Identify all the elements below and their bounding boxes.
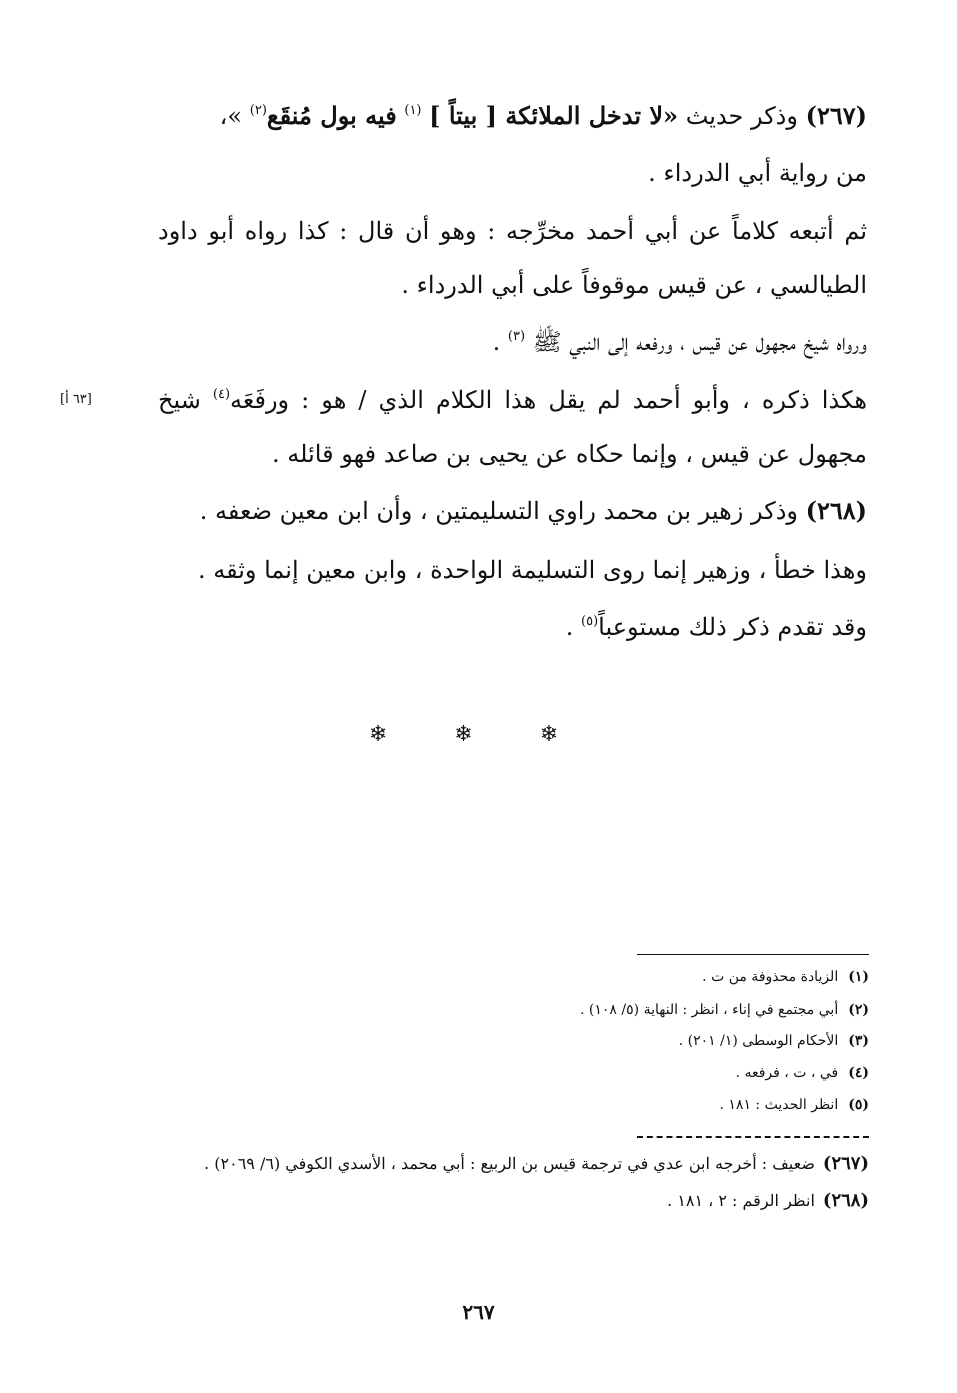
text-segment: شيخ — [158, 386, 201, 414]
reference-268 — [667, 1187, 869, 1215]
footnote-4 — [736, 1061, 869, 1085]
footnote-marker: (٣) — [507, 329, 526, 344]
reference-text: انظر الرقم : ٢ ، ١٨١ . — [667, 1191, 815, 1210]
paragraph-line-7: مجهول عن قيس ، وإنما حكاه عن يحيى بن صاعد فهو قائله . — [272, 440, 867, 468]
footnote-text: انظر الحديث : ١٨١ . — [719, 1097, 839, 1113]
footnote-1 — [702, 965, 869, 989]
text-segment: وذكر زهير بن محمد راوي التسليمتين ، وأن ابن معين ضعفه . — [199, 497, 798, 525]
reference-divider — [637, 1136, 869, 1138]
footnote-divider — [637, 954, 869, 955]
paragraph-line-10 — [566, 607, 867, 647]
reference-number: (٢٦٧) — [822, 1153, 869, 1174]
footnote-3 — [679, 1029, 869, 1053]
paragraph-line-3: ثم أتبعه كلاماً عن أبي أحمد مخرِّجه : وهو أن قال : كذا رواه أبو داود — [158, 217, 867, 245]
footnote-number: (٥) — [848, 1097, 869, 1113]
footnote-text: أبي مجتمع في إناء ، انظر : النهاية (٥/ ١٠٨) . — [580, 1002, 839, 1018]
manuscript-folio-marker: [٦٣ أ] — [60, 392, 92, 407]
footnote-number: (٢) — [848, 1002, 869, 1018]
footnote-5 — [720, 1093, 870, 1117]
paragraph-line-5 — [493, 322, 867, 362]
section-separator: ❄ ❄ ❄ — [368, 722, 589, 747]
footnote-text: الزيادة محذوفة من ت . — [702, 969, 839, 985]
hadith-quote: «لا تدخل الملائكة [ بيتاً ] — [429, 101, 679, 130]
text-segment: . — [565, 613, 574, 641]
footnote-marker: (٢) — [249, 103, 267, 118]
paragraph-line-8 — [200, 491, 867, 531]
paragraph-line-9: وهذا خطأ ، وزهير إنما روى التسليمة الواحدة ، وابن معين إنما وثقه . — [197, 556, 867, 584]
footnote-marker: (٥) — [581, 614, 599, 629]
hadith-number: (٢٦٧) — [805, 101, 867, 130]
text-segment: هكذا ذكره ، وأبو أحمد لم يقل هذا الكلام الذي / هو : ورفَعَه — [230, 386, 867, 414]
reference-text: ضعيف : أخرجه ابن عدي في ترجمة قيس بن الربيع : أبي محمد ، الأسدي الكوفي (٦/ ٢٠٦٩) . — [204, 1154, 815, 1173]
footnote-text: الأحكام الوسطى (١/ ٢٠١) . — [678, 1033, 839, 1049]
page-number: ٢٦٧ — [462, 1300, 495, 1324]
paragraph-line-2: من رواية أبي الدرداء . — [648, 159, 867, 187]
paragraph-line-1 — [220, 96, 867, 136]
reference-number: (٢٦٨) — [822, 1190, 869, 1211]
reference-267 — [204, 1150, 869, 1178]
paragraph-line-4: الطيالسي ، عن قيس موقوفاً على أبي الدرداء . — [401, 271, 867, 299]
footnote-marker: (١) — [404, 103, 422, 118]
text-segment: وذكر حديث — [685, 102, 798, 130]
footnote-number: (٣) — [848, 1033, 869, 1049]
hadith-number: (٢٦٨) — [805, 496, 867, 525]
text-segment: »، — [219, 102, 243, 130]
text-segment: . — [492, 328, 501, 356]
paragraph-line-6 — [158, 380, 867, 420]
hadith-quote-cont: فيه بول مُنقَع — [266, 101, 397, 130]
footnote-number: (١) — [848, 969, 869, 985]
text-segment: وقد تقدم ذكر ذلك مستوعباً — [598, 613, 867, 641]
footnote-number: (٤) — [848, 1065, 869, 1081]
footnote-marker: (٤) — [212, 387, 231, 402]
footnote-text: في ، ت ، فرفعه . — [735, 1065, 839, 1081]
text-segment: ورواه شيخ مجهول عن قيس ، ورفعه إلى النبي ﷺ — [532, 328, 867, 356]
footnote-2 — [580, 998, 869, 1022]
